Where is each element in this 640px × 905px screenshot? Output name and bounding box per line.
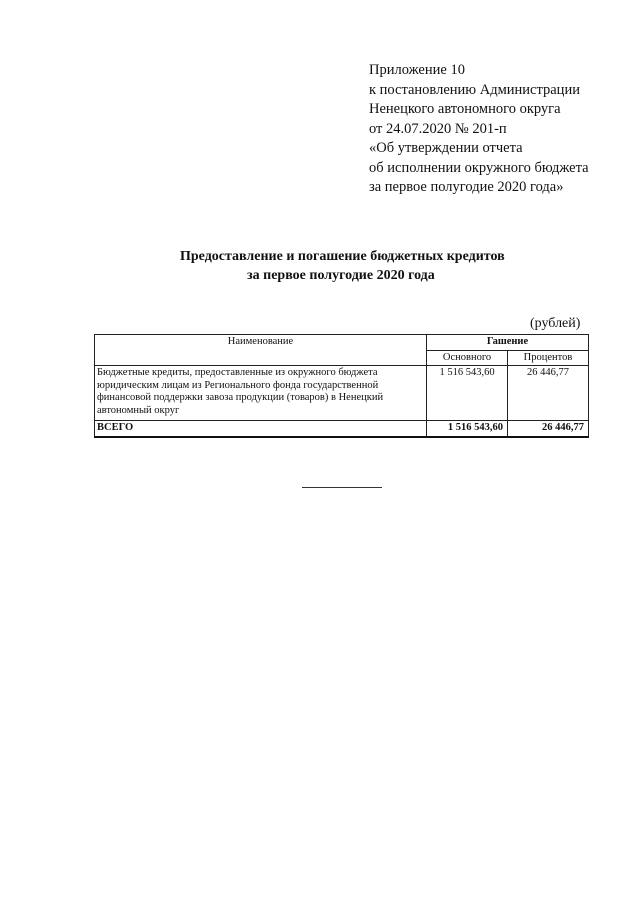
header-repayment: Гашение	[427, 335, 589, 351]
appendix-line: «Об утверждении отчета	[369, 140, 523, 156]
table-row	[95, 366, 589, 421]
header-interest: Процентов	[508, 350, 589, 366]
budget-credits-table	[94, 334, 589, 438]
units-label: (рублей)	[530, 316, 581, 331]
appendix-line: за первое полугодие 2020 года»	[369, 179, 564, 195]
title-line-1: Предоставление и погашение бюджетных кредитов	[180, 249, 505, 264]
row-name: Бюджетные кредиты, предоставленные из окружного бюджета юридическим лицам из Регионального фонда государственной финансовой поддержки завоза продукции (товаров) в Ненецкий автономный округ	[95, 366, 427, 421]
appendix-line: об исполнении окружного бюджета	[369, 159, 589, 176]
total-interest: 26 446,77	[508, 421, 589, 437]
header-name: Наименование	[95, 335, 427, 366]
separator-line	[302, 487, 382, 488]
row-interest: 26 446,77	[508, 366, 589, 421]
appendix-block	[369, 61, 619, 198]
table-total-row	[95, 421, 589, 437]
row-principal: 1 516 543,60	[427, 366, 508, 421]
appendix-line: к постановлению Администрации	[369, 81, 580, 98]
appendix-line: Приложение 10	[369, 62, 465, 78]
appendix-line: от 24.07.2020 № 201-п	[369, 120, 507, 137]
appendix-line: Ненецкого автономного округа	[369, 101, 561, 117]
title-line-2: за первое полугодие 2020 года	[247, 268, 435, 283]
total-name: ВСЕГО	[95, 421, 427, 437]
table-header-row	[95, 335, 589, 351]
total-principal: 1 516 543,60	[427, 421, 508, 437]
header-principal: Основного	[427, 350, 508, 366]
